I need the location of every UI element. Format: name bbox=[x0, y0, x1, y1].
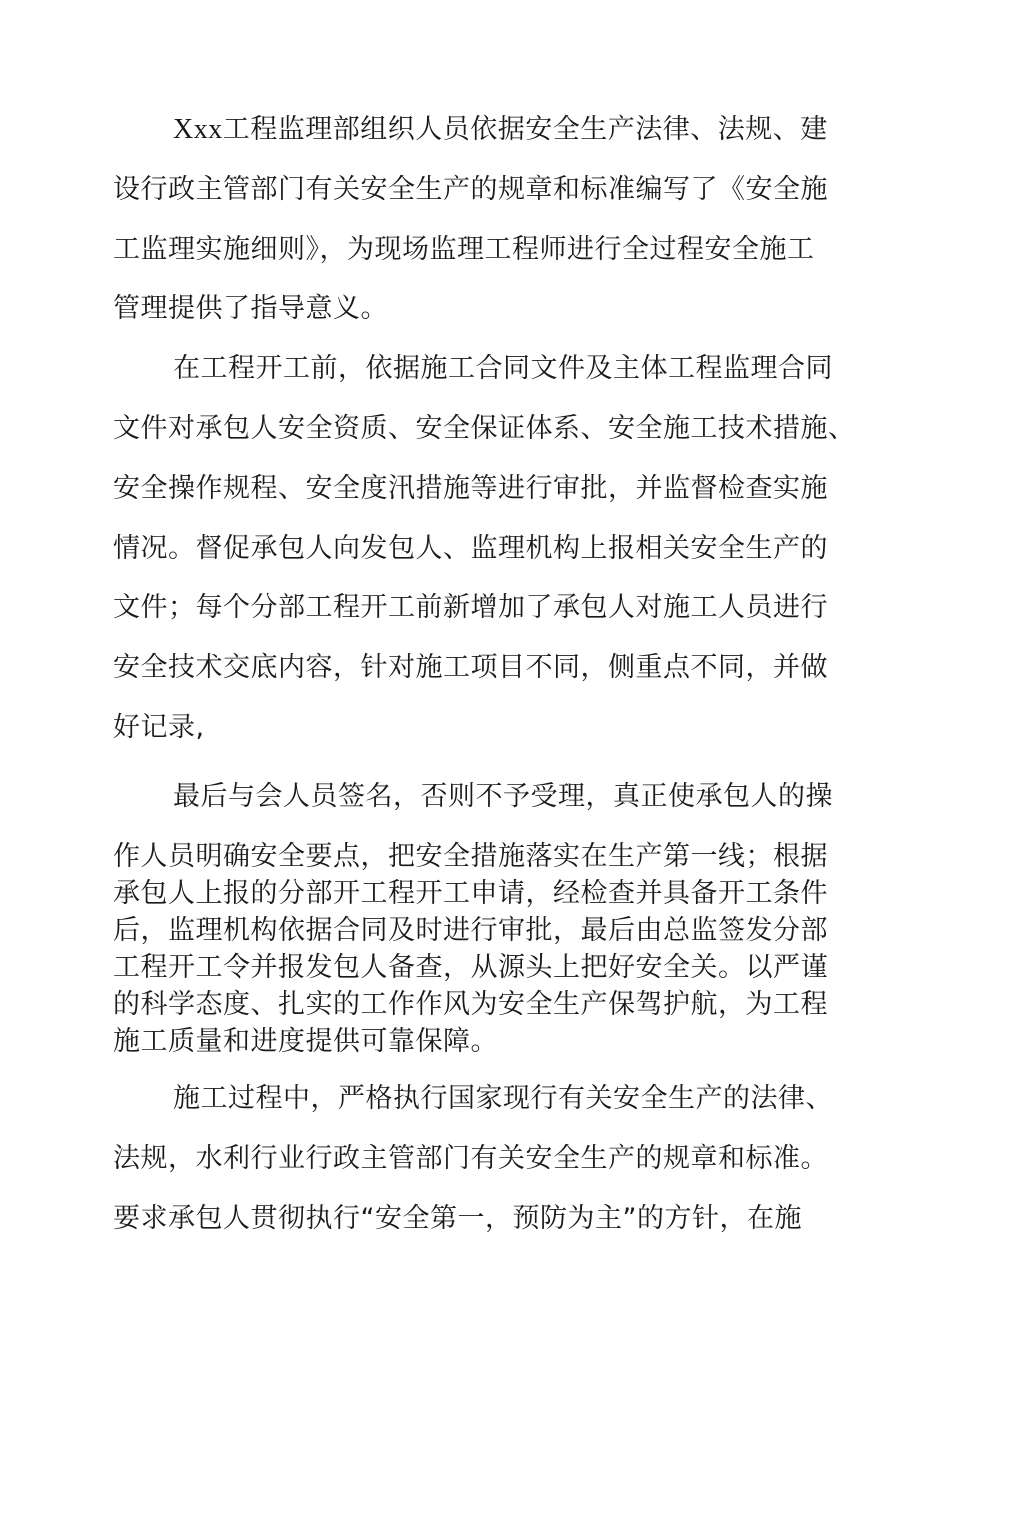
paragraph-2-line-4: 情况。督促承包人向发包人、监理机构上报相关安全生产的 bbox=[113, 533, 828, 564]
paragraph-3-line-6: 的科学态度、扎实的工作作风为安全生产保驾护航，为工程 bbox=[113, 989, 828, 1020]
paragraph-1-line-4: 管理提供了指导意义。 bbox=[113, 293, 388, 324]
paragraph-3-line-3: 承包人上报的分部开工程开工申请，经检查并具备开工条件 bbox=[113, 878, 828, 909]
paragraph-1-line-3: 工监理实施细则》，为现场监理工程师进行全过程安全施工 bbox=[113, 234, 815, 265]
paragraph-2-line-5: 文件；每个分部工程开工前新增加了承包人对施工人员进行 bbox=[113, 592, 828, 623]
paragraph-4-line-1: 施工过程中，严格执行国家现行有关安全生产的法律、 bbox=[173, 1083, 833, 1114]
paragraph-4-line-3: 要求承包人贯彻执行“安全第一，预防为主”的方针，在施 bbox=[113, 1203, 802, 1234]
paragraph-3-line-4: 后，监理机构依据合同及时进行审批，最后由总监签发分部 bbox=[113, 915, 828, 946]
paragraph-2-line-1: 在工程开工前，依据施工合同文件及主体工程监理合同 bbox=[173, 353, 833, 384]
paragraph-2-line-2: 文件对承包人安全资质、安全保证体系、安全施工技术措施、 bbox=[113, 413, 856, 444]
paragraph-2-line-7: 好记录, bbox=[113, 712, 205, 743]
paragraph-2-line-3: 安全操作规程、安全度汛措施等进行审批，并监督检查实施 bbox=[113, 473, 828, 504]
paragraph-1-line-1 bbox=[173, 113, 828, 147]
paragraph-3-line-1: 最后与会人员签名，否则不予受理，真正使承包人的操 bbox=[173, 781, 833, 812]
latin-text: Xxx bbox=[173, 114, 223, 145]
paragraph-3-line-2: 作人员明确安全要点，把安全措施落实在生产第一线；根据 bbox=[113, 841, 828, 872]
line-text: 工程监理部组织人员依据安全生产法律、法规、建 bbox=[222, 114, 828, 145]
paragraph-3-line-7: 施工质量和进度提供可靠保障。 bbox=[113, 1026, 498, 1057]
paragraph-3-line-5: 工程开工令并报发包人备查，从源头上把好安全关。以严谨 bbox=[113, 952, 828, 983]
paragraph-2-line-6: 安全技术交底内容，针对施工项目不同，侧重点不同，并做 bbox=[113, 652, 828, 683]
paragraph-4-line-2: 法规，水利行业行政主管部门有关安全生产的规章和标准。 bbox=[113, 1143, 828, 1174]
paragraph-1-line-2: 设行政主管部门有关安全生产的规章和标准编写了《安全施 bbox=[113, 174, 828, 205]
